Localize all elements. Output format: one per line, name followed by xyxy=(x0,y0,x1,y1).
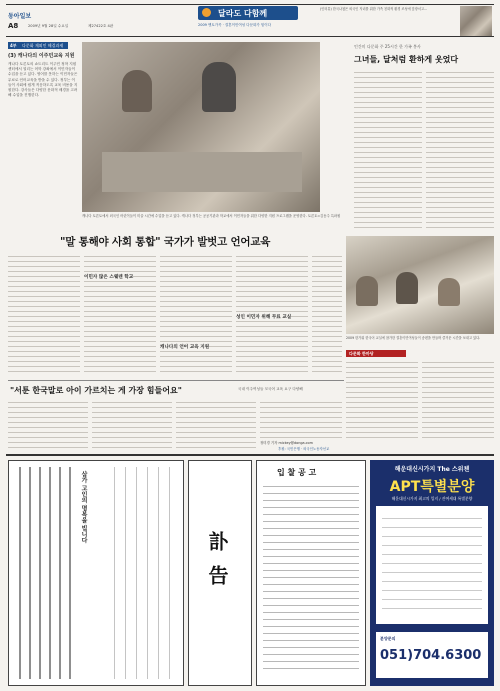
paper-name: 동아일보 xyxy=(8,13,32,20)
subhead-2: 성인 이민자 위해 무료 교실 xyxy=(236,315,292,320)
right-kicker: 인간미 다문화 주 25시간 한 가족 봉사 xyxy=(354,44,421,49)
obituary-title-box xyxy=(188,460,252,686)
second-col-1 xyxy=(8,400,88,448)
article-col-2 xyxy=(84,254,156,374)
right-article-col-1 xyxy=(354,70,422,230)
apt-phone-number: 051)704.6300 xyxy=(380,648,482,663)
right-headline: 그녀들, 달처럼 환하게 웃었다 xyxy=(354,55,459,64)
second-headline-sub: 국내 이주여성들 모국어 교육 요구 다양해 xyxy=(238,387,303,391)
subhead-3: 캐나다의 언어 교육 지원 xyxy=(160,345,210,350)
photo-figure xyxy=(438,278,460,306)
section-kicker: (3) 캐나다의 이주민교육 지원 xyxy=(8,53,75,59)
obituary-ad xyxy=(8,460,184,686)
ads-top-rule xyxy=(6,454,494,456)
columnist-photo xyxy=(460,6,492,36)
article-col-1 xyxy=(8,254,80,374)
sponsor-line: 후원: 국민은행 · 외국인노동자선교 xyxy=(278,447,330,451)
left-article-body: 캐나다 토론토의 쇼트리트 이주민 정착 지원센터에서 열리는 어학 강좌에서 이민자들이 수업을 듣고 있다. 영어를 못하는 이민자들은 무료로 언어교육을 받을 수 있다. 정부는 이들이 사회에 쉽게 적응하도록 교육 비용을 지원한다. 강사들은 다양한 문화적 배경을 고려해 수업을 진행한다. xyxy=(8,62,79,98)
apt-ad-details xyxy=(382,514,482,614)
apartment-ad xyxy=(370,460,494,686)
main-headline: "말 통해야 사회 통합" 국가가 발벗고 언어교육 xyxy=(60,236,271,248)
bid-notice-body xyxy=(263,483,359,673)
apt-ad-sub: 해운대신시가지 최고의 입지 / 잔여세대 특별분양 xyxy=(391,496,473,501)
right-photo xyxy=(346,236,494,334)
photo-figure xyxy=(356,276,378,306)
obituary-vertical-text: 삼가 고인의 명복을 빕니다 xyxy=(80,471,87,544)
page-number: A8 xyxy=(8,22,19,30)
right-photo-caption: 2009 한가위 한국어 교실에 참가한 결혼이민여성들이 송편을 만들며 즐거운 시간을 보내고 있다. xyxy=(346,336,481,340)
header-note: (인터뷰) 한국나청은 외국인 자녀를 위한 가족 친화적 환경 조성에 앞장서고... xyxy=(320,7,428,11)
second-headline: "서툰 한국말로 아이 가르치는 게 가장 힘들어요" xyxy=(10,386,182,395)
right-box-tag xyxy=(346,350,406,357)
issue-number: 제27422호 4판 xyxy=(88,24,114,28)
header-bottom-rule xyxy=(6,36,494,37)
article-col-3 xyxy=(160,254,232,374)
obituary-text-columns xyxy=(15,467,77,679)
header-top-rule xyxy=(6,4,494,5)
obituary-names xyxy=(109,467,179,679)
series-subtitle: 2009 멘토가족 · 결혼이민여성 다문화가 힘이다 xyxy=(198,23,272,27)
obituary-big-title: 訃告 xyxy=(205,531,229,599)
second-col-2 xyxy=(92,400,172,448)
section-tag-number: 4부 xyxy=(10,43,17,48)
apt-ad-map xyxy=(376,506,488,624)
main-photo-caption: 캐나다 토론토에서 외국인 어린이들이 미술 시간에 수업을 듣고 있다. 캐나다 정부는 공공기관과 학교에서 이민자들을 위한 다양한 지원 프로그램을 운영한다. 토론토=김동주 특파원 xyxy=(82,214,341,218)
second-col-4 xyxy=(260,400,342,438)
right-box-col-2 xyxy=(422,360,494,440)
byline: 정미경 기자 mickey@donga.com xyxy=(260,441,313,445)
date-line: 2009년 9월 28일 수요일 xyxy=(28,24,69,28)
series-logo-icon xyxy=(202,8,211,17)
photo-figure xyxy=(122,70,152,112)
article-col-5 xyxy=(312,254,342,374)
section-tag-label: 다문화 재외인 해결과제 xyxy=(22,43,64,48)
right-box-label: 다문화 한마당 xyxy=(349,351,374,356)
subhead-1: 이민자 많은 스웨덴 학교 xyxy=(84,275,134,280)
right-box-col-1 xyxy=(346,360,418,440)
apt-phone-label: 분양문의 xyxy=(380,636,396,641)
section-tag xyxy=(8,42,68,49)
bid-notice-ad xyxy=(256,460,366,686)
right-article-col-2 xyxy=(426,70,494,230)
series-banner xyxy=(198,6,298,20)
photo-table xyxy=(102,152,302,192)
bid-notice-title: 입 찰 공 고 xyxy=(277,468,317,477)
series-title: 달라도 다함께 xyxy=(218,9,268,18)
section-divider xyxy=(8,380,344,381)
apt-ad-big: APT특별분양 xyxy=(389,479,475,495)
apt-ad-phone-box xyxy=(376,632,488,678)
photo-figure xyxy=(396,272,418,304)
main-photo xyxy=(82,42,320,212)
apt-ad-top: 해운대신시가지 The 스위첸 xyxy=(394,466,470,473)
photo-figure xyxy=(202,62,236,112)
second-col-3 xyxy=(176,400,256,448)
